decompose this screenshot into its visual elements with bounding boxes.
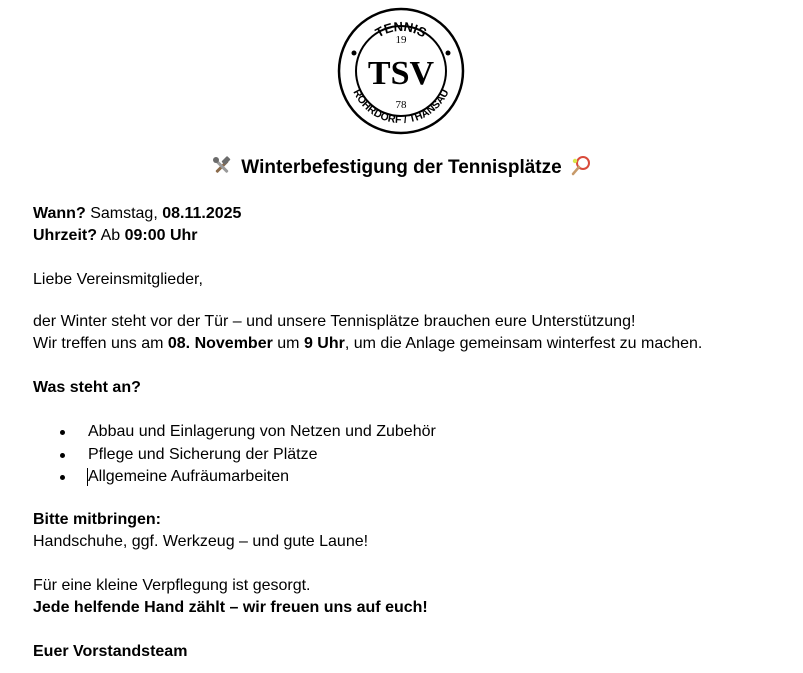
list-item: Allgemeine Aufräumarbeiten xyxy=(88,466,793,489)
title-text: Winterbefestigung der Tennisplätze xyxy=(241,157,562,178)
tools-icon xyxy=(211,156,233,176)
bring-heading: Bitte mitbringen: xyxy=(33,510,161,528)
logo-star-left xyxy=(352,51,357,56)
club-logo xyxy=(337,7,465,135)
task-list xyxy=(33,421,793,489)
time-line: Uhrzeit? Ab 09:00 Uhr xyxy=(33,227,198,244)
list-item: Abbau und Einlagerung von Netzen und Zubehör xyxy=(88,421,793,444)
logo-top-text: TENNIS xyxy=(372,18,430,41)
tennis-racket-icon xyxy=(570,156,592,176)
page-title xyxy=(0,155,803,181)
logo-initials: TSV xyxy=(367,55,435,92)
tasks-heading: Was steht an? xyxy=(33,379,141,396)
closing-text: Jede helfende Hand zählt – wir freuen uns auf euch! xyxy=(33,598,428,616)
greeting: Liebe Vereinsmitglieder, xyxy=(33,271,203,288)
bring-text: Handschuhe, ggf. Werkzeug – und gute Laune! xyxy=(33,532,369,550)
logo-year-top: 19 xyxy=(395,34,407,46)
catering-text: Für eine kleine Verpflegung ist gesorgt. xyxy=(33,576,311,594)
text-cursor xyxy=(87,468,88,486)
intro-line-1: der Winter steht vor der Tür – und unsere Tennisplätze brauchen eure Unterstützung! xyxy=(33,313,636,330)
document-body xyxy=(33,203,793,663)
when-line: Wann? Samstag, 08.11.2025 xyxy=(33,205,242,222)
signature: Euer Vorstandsteam xyxy=(33,642,188,660)
logo-star-right xyxy=(446,51,451,56)
intro-line-2: Wir treffen uns am 08. November um 9 Uhr, um die Anlage gemeinsam winterfest zu machen. xyxy=(33,335,703,352)
list-item: Pflege und Sicherung der Plätze xyxy=(88,444,793,467)
logo-year-bottom: 78 xyxy=(395,99,407,111)
logo-bottom-text: ROHRDORF / THANSAU xyxy=(350,87,452,127)
